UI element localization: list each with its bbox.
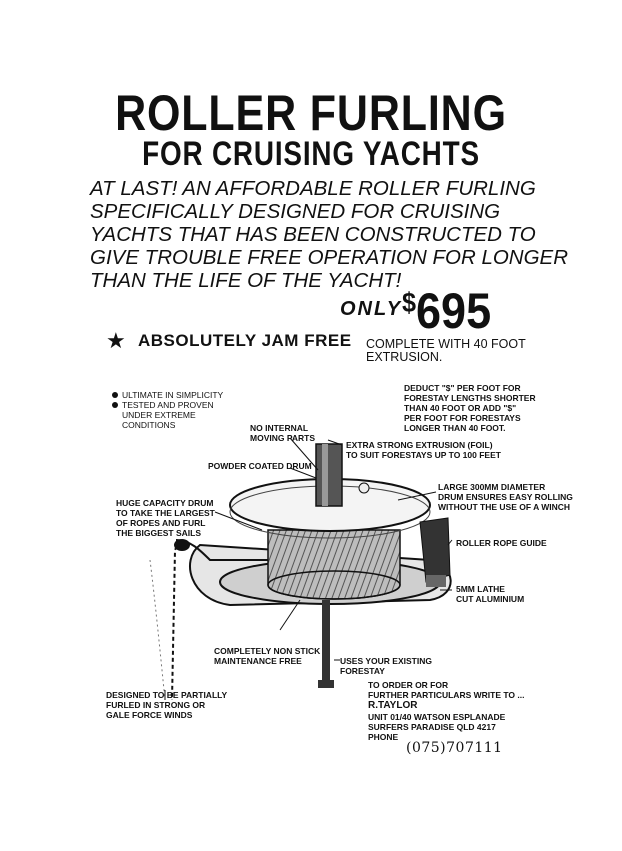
order-info [368, 680, 568, 742]
callout-powder [208, 461, 312, 471]
callout-extrusion [346, 440, 501, 460]
callout-lathe [456, 584, 524, 604]
callout-designed [106, 690, 227, 720]
forestay-shaft [322, 600, 330, 686]
price-value: 695 [416, 283, 492, 339]
deduct-line: LONGER THAN 40 FOOT. [404, 423, 506, 433]
callout-line: 5MM LATHE [456, 584, 505, 594]
callout-line: ROLLER ROPE GUIDE [456, 538, 547, 548]
callout-no-internal [250, 423, 315, 443]
deduct-line: FORESTAY LENGTHS SHORTER [404, 393, 536, 403]
order-line: PHONE [368, 732, 399, 742]
complete-line: EXTRUSION. [366, 350, 443, 364]
callout-line: THE BIGGEST SAILS [116, 528, 202, 538]
intro-line: YACHTS THAT HAS BEEN CONSTRUCTED TO [90, 223, 536, 246]
intro-line: GIVE TROUBLE FREE OPERATION FOR LONGER [90, 246, 569, 269]
bullet-text-cont: UNDER EXTREME [122, 410, 196, 420]
extrusion-foil [316, 444, 342, 506]
callout-line: FURLED IN STRONG OR [106, 700, 206, 710]
price-currency: $ [402, 287, 417, 318]
bullet-text: TESTED AND PROVEN [122, 400, 214, 410]
rope-drum [268, 530, 400, 599]
intro-line: SPECIFICALLY DESIGNED FOR CRUISING [90, 200, 501, 223]
callout-line: COMPLETELY NON STICK [214, 646, 321, 656]
callout-line: POWDER COATED DRUM [208, 461, 312, 471]
rope-lead [172, 540, 180, 700]
callout-line: MAINTENANCE FREE [214, 656, 302, 666]
complete-line: COMPLETE WITH 40 FOOT [366, 337, 526, 351]
order-line: FURTHER PARTICULARS WRITE TO ... [368, 690, 525, 700]
star-icon: ★ [106, 328, 126, 353]
order-line: SURFERS PARADISE QLD 4217 [368, 722, 496, 732]
intro-line: THAN THE LIFE OF THE YACHT! [90, 269, 402, 292]
callout-line: DRUM ENSURES EASY ROLLING [438, 492, 573, 502]
bullet-text-cont: CONDITIONS [122, 420, 176, 430]
callout-line: HUGE CAPACITY DRUM [116, 498, 214, 508]
order-line: TO ORDER OR FOR [368, 680, 449, 690]
callout-line: USES YOUR EXISTING [340, 656, 432, 666]
callout-line: CUT ALUMINIUM [456, 594, 525, 604]
callout-line: OF ROPES AND FURL [116, 518, 206, 528]
phone-number: (075)707111 [406, 740, 503, 756]
bullet-text: ULTIMATE IN SIMPLICITY [122, 390, 224, 400]
callout-line: FORESTAY [340, 666, 385, 676]
headline: ROLLER FURLING [115, 85, 507, 141]
deduct-line: THAN 40 FOOT OR ADD "$" [404, 403, 517, 413]
callout-line: MOVING PARTS [250, 433, 316, 443]
deduct-line: DEDUCT "$" PER FOOT FOR [404, 383, 521, 393]
callout-non-stick [214, 646, 320, 666]
deduct-line: PER FOOT FOR FORESTAYS [404, 413, 521, 423]
callout-huge-drum [116, 498, 215, 538]
subheadline: FOR CRUISING YACHTS [142, 135, 480, 173]
callout-line: GALE FORCE WINDS [106, 710, 193, 720]
callout-existing [340, 656, 432, 676]
callout-large-drum [438, 482, 573, 512]
callout-line: TO SUIT FORESTAYS UP TO 100 FEET [346, 450, 501, 460]
feature-jam-free: ABSOLUTELY JAM FREE [138, 331, 352, 350]
order-name: R.TAYLOR [368, 700, 418, 711]
callout-line: LARGE 300MM DIAMETER [438, 482, 546, 492]
callout-line: NO INTERNAL [250, 423, 309, 433]
only-label: ONLY [340, 298, 403, 320]
callout-rope-guide [456, 538, 547, 548]
callout-line: DESIGNED TO BE PARTIALLY [106, 690, 228, 700]
callout-line: TO TAKE THE LARGEST [116, 508, 215, 518]
callout-line: WITHOUT THE USE OF A WINCH [438, 502, 571, 512]
callout-line: EXTRA STRONG EXTRUSION (FOIL) [346, 440, 493, 450]
intro-line: AT LAST! AN AFFORDABLE ROLLER FURLING [90, 177, 536, 200]
order-line: UNIT 01/40 WATSON ESPLANADE [368, 712, 506, 722]
